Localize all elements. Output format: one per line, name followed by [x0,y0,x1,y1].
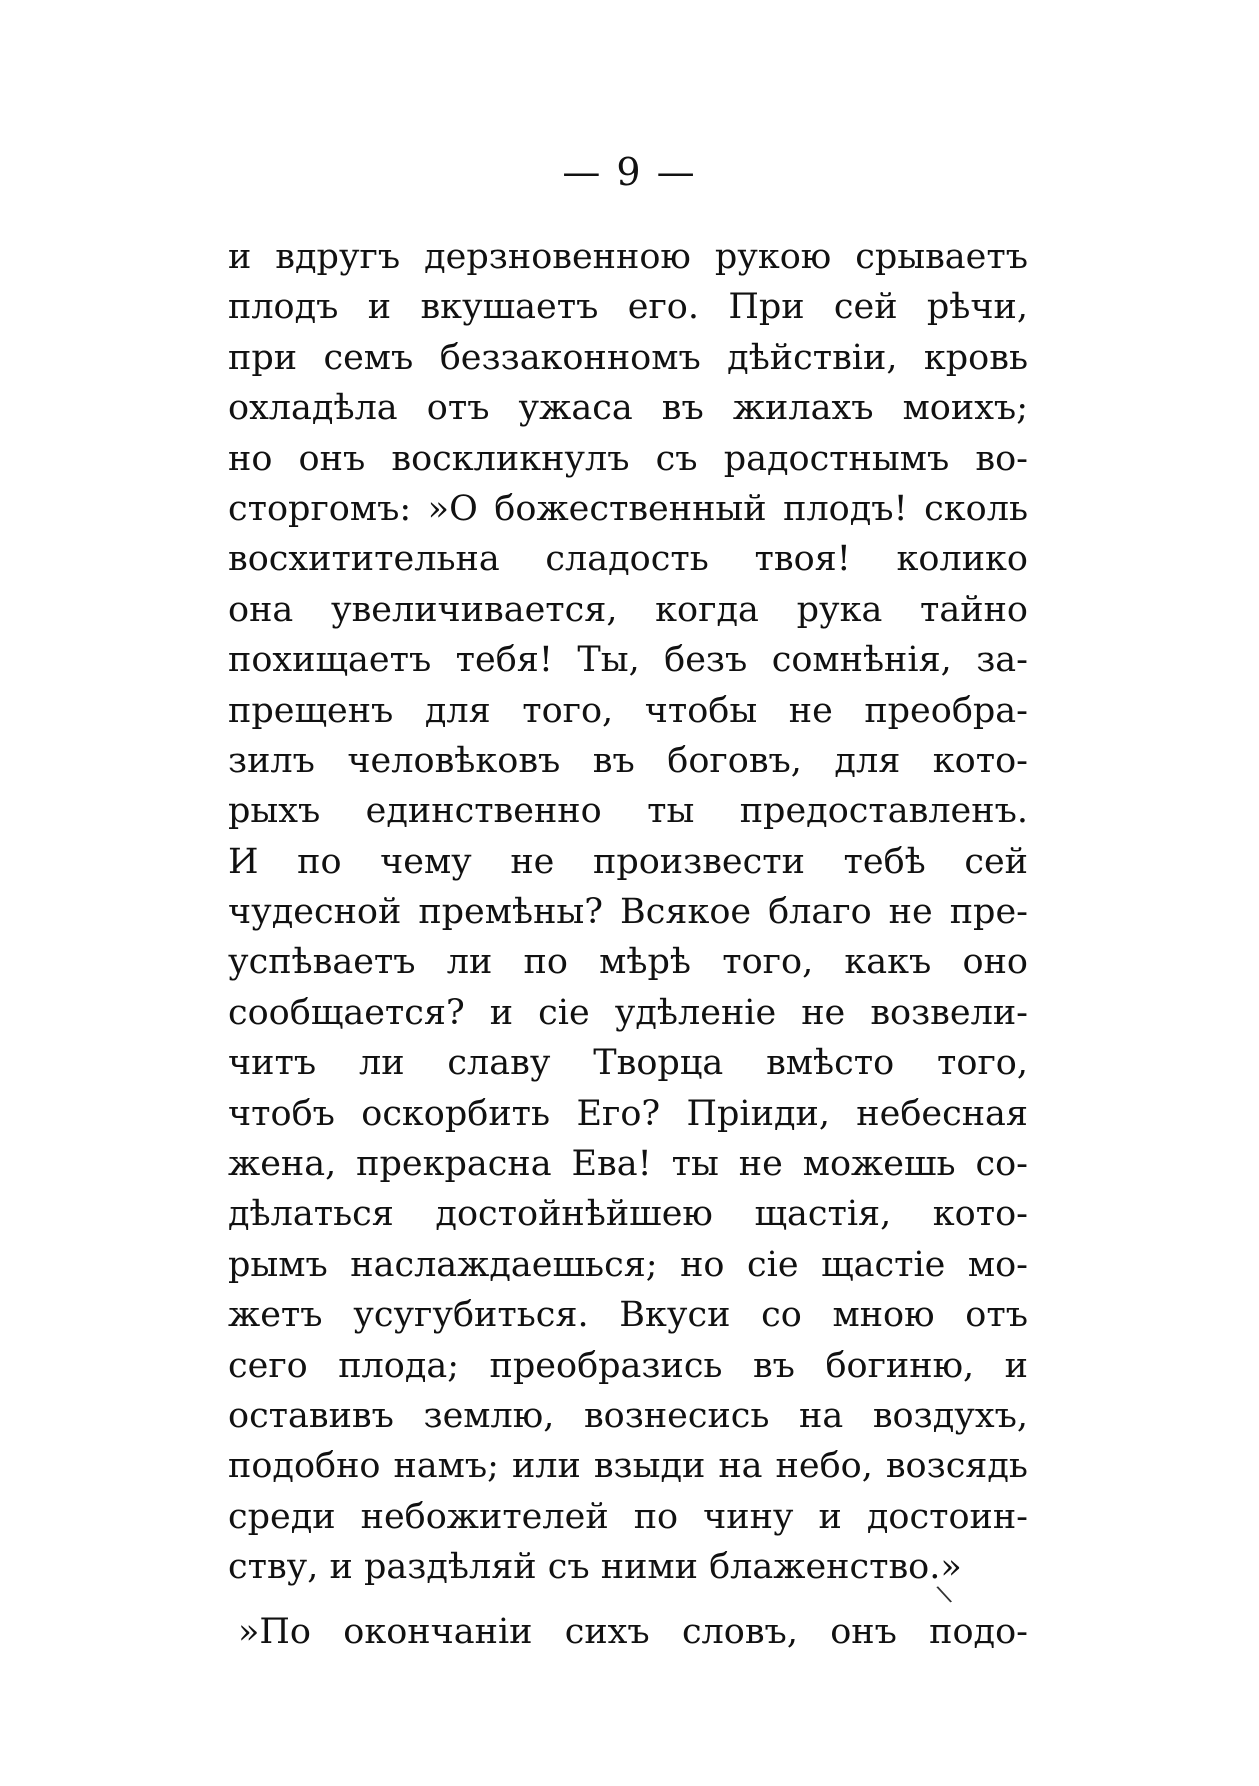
text-line-13: И по чему не произвести тебѣ сей [228,841,1028,882]
text-line-19: жена, прекрасна Ева! ты не можешь со- [228,1144,1028,1185]
text-line-1: и вдругъ дерзновенною рукою срываетъ [228,237,1028,277]
text-line-8: она увеличивается, когда рука тайно [228,589,1028,630]
text-line-22: жетъ усугубиться. Вкуси со мною отъ [228,1295,1028,1336]
text-line-23: сего плода; преобразись въ богиню, и [228,1345,1028,1386]
text-line-5: но онъ воскликнулъ съ радостнымъ во- [228,438,1028,479]
text-line-20: дѣлаться достойнѣйшею щастія, кото- [228,1194,1028,1235]
text-line-16: сообщается? и сіе удѣленіе не возвели- [228,992,1028,1033]
page-number: — 9 — [562,150,697,194]
text-line-7: восхитительна сладость твоя! колико [228,539,1028,580]
text-line-25: подобно намъ; или взыди на небо, возсядь [228,1446,1028,1487]
text-line-24: оставивъ землю, вознесись на воздухъ, [228,1395,1028,1436]
text-line-9: похищаетъ тебя! Ты, безъ сомнѣнія, за- [228,640,1028,681]
text-line-14: чудесной премѣны? Всякое благо не пре- [228,892,1028,933]
text-line-21: рымъ наслаждаешься; но сіе щастіе мо- [228,1244,1028,1285]
text-line-26: среди небожителей по чину и достоин- [228,1496,1028,1537]
text-line-11: зилъ человѣковъ въ боговъ, для кото- [228,740,1028,781]
text-line-27: ству, и раздѣляй съ ними блаженство.» [228,1547,962,1588]
text-line-3: при семъ беззаконномъ дѣйствіи, кровь [228,337,1028,378]
text-line-10: прещенъ для того, чтобы не преобра- [228,690,1028,731]
text-line-2: плодъ и вкушаетъ его. При сей рѣчи, [228,287,1028,328]
text-line-12: рыхъ единственно ты предоставленъ. [228,791,1028,832]
stray-ink-mark: \ [934,1579,954,1609]
text-line-6: сторгомъ: »О божественный плодъ! сколь [228,488,1028,529]
text-line-28: »По окончаніи сихъ словъ, онъ подо- [238,1611,1028,1652]
text-line-4: охладѣла отъ ужаса въ жилахъ моихъ; [228,388,1028,429]
body-text [228,232,1028,1657]
text-line-18: чтобъ оскорбить Его? Пріиди, небесная [228,1093,1028,1134]
text-line-17: читъ ли славу Творца вмѣсто того, [228,1043,1028,1084]
text-line-15: успѣваетъ ли по мѣрѣ того, какъ оно [228,942,1028,983]
